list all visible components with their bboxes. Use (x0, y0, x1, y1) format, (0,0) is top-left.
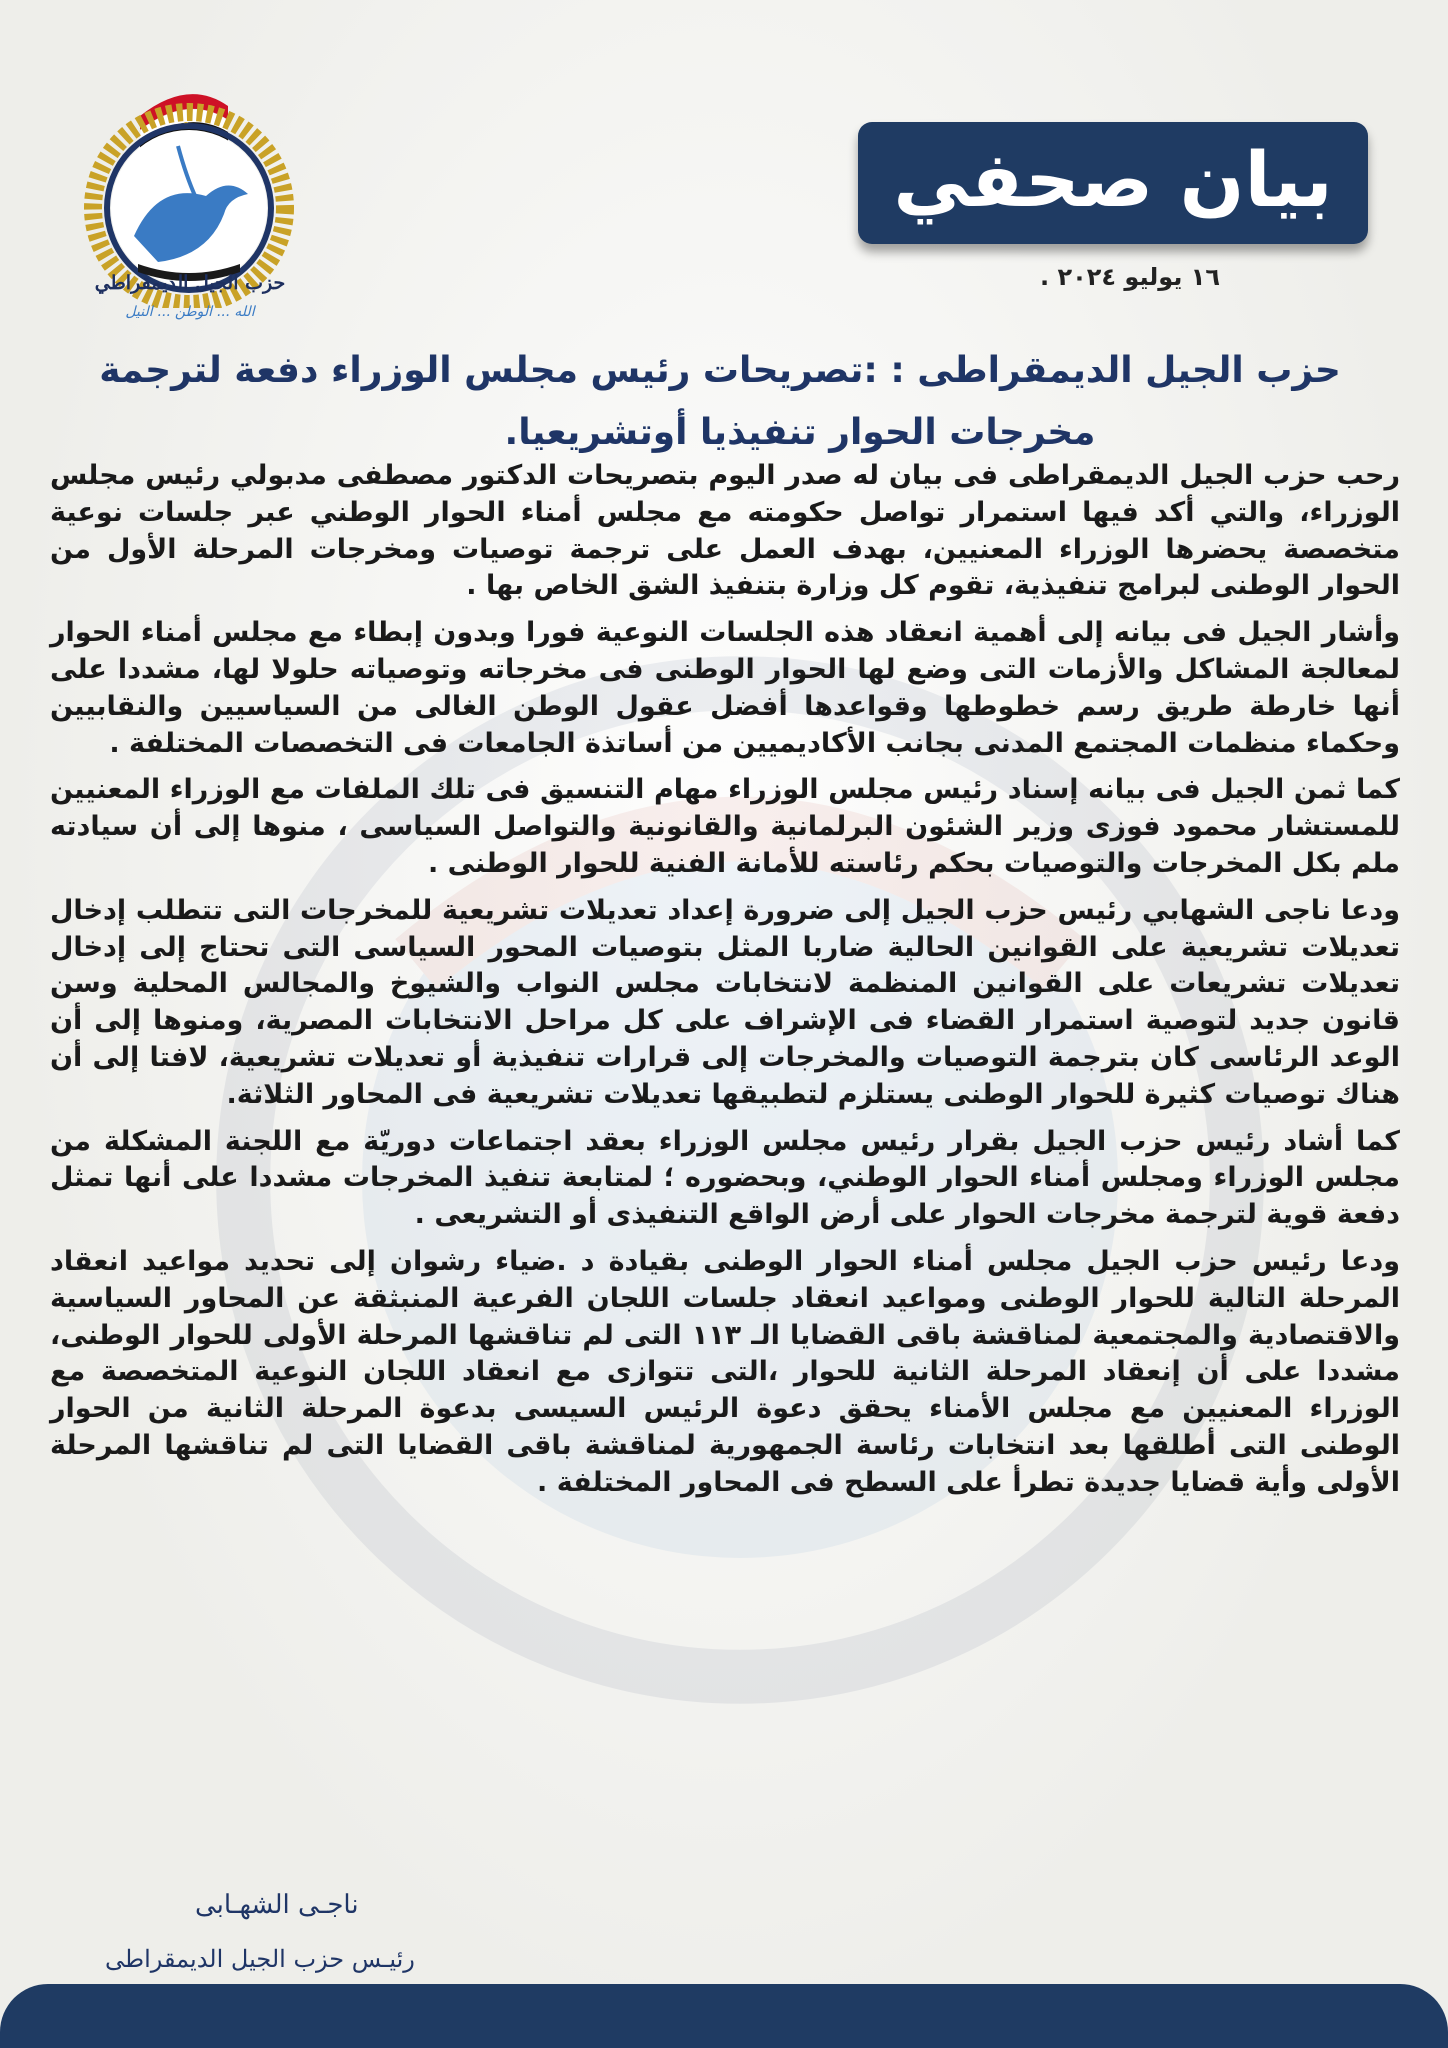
paragraph-5: كما أشاد رئيس حزب الجيل بقرار رئيس مجلس الوزراء بعقد اجتماعات دوريّة مع اللجنة المشكلة من مجلس الوزراء ومجلس أمناء الحوار الوطني، وبحضوره ؛ لمتابعة تنفيذ المخرجات مشددا على أنها تمثل دفعة قوية لترجمة مخرجات الحوار على أرض الواقع التنفيذى أو التشريعى . (50, 1125, 1400, 1231)
signature-name: ناجـى الشهـابى (195, 1890, 359, 1920)
banner-title: بيان صحفي (893, 135, 1333, 224)
party-logo (60, 50, 320, 335)
paragraph-4: ودعا ناجى الشهابي رئيس حزب الجيل إلى ضرورة إعداد تعديلات تشريعية للمخرجات التى تتطلب إدخال تعديلات تشريعية على القوانين الحالية ضاربا المثل بتوصيات المحور السياسى التى تحتاج إلى إدخال تعديلات تشريعات على القوانين المنظمة لانتخابات مجلس النواب والشيوخ والمجالس المحلية وسن قانون جديد لتوصية استمرار القضاء فى الإشراف على كل مراحل الانتخابات المصرية، ومنوها إلى أن الوعد الرئاسى كان بترجمة التوصيات والمخرجات إلى قرارات تنفيذية أو تعديلات تشريعية، لافتا إلى أن هناك توصيات كثيرة للحوار الوطنى يستلزم لتطبيقها تعديلات تشريعية فى المحاور الثلاثة. (50, 894, 1400, 1110)
press-release-banner (858, 122, 1368, 244)
signature-title: رئيـس حزب الجيل الديمقراطى (105, 1945, 415, 1973)
release-date: ١٦ يوليو ٢٠٢٤ . (1040, 263, 1220, 291)
article-body (50, 458, 1400, 1512)
paragraph-1: رحب حزب الجيل الديمقراطى فى بيان له صدر اليوم بتصريحات الدكتور مصطفى مدبولي رئيس مجلس الوزراء، والتي أكد فيها استمرار تواصل حكومته مع مجلس أمناء الحوار الوطني عبر جلسات نوعية متخصصة يحضرها الوزراء المعنيين، بهدف العمل على ترجمة توصيات ومخرجات المرحلة الأول من الحوار الوطنى لبرامج تنفيذية، تقوم كل وزارة بتنفيذ الشق الخاص بها . (50, 460, 1400, 602)
logo-party-name: حزب الجيل الديمقراطي (94, 272, 286, 294)
headline (40, 340, 1400, 464)
headline-line-2: مخرجات الحوار تنفيذيا أوتشريعيا. (504, 412, 1096, 453)
paragraph-3: كما ثمن الجيل فى بيانه إسناد رئيس مجلس الوزراء مهام التنسيق فى تلك الملفات مع الوزراء المعنيين للمستشار محمود فوزى وزير الشئون البرلمانية والقانونية والتواصل السياسى ، منوها إلى أن سيادته ملم بكل المخرجات والتوصيات بحكم رئاسته للأمانة الفنية للحوار الوطنى . (50, 774, 1400, 879)
headline-line-1: حزب الجيل الديمقراطى : :تصريحات رئيس مجلس الوزراء دفعة لترجمة (99, 350, 1341, 391)
paragraph-2: وأشار الجيل فى بيانه إلى أهمية انعقاد هذه الجلسات النوعية فورا وبدون إبطاء مع مجلس أمناء الحوار لمعالجة المشاكل والأزمات التى وضع لها الحوار الوطنى فى مخرجاته وتوصياته حلولا لها، مشددا على أنها خارطة طريق رسم خطوطها وقواعدها أفضل عقول الوطن الغالى من السياسيين والنقابيين وحكماء منظمات المجتمع المدنى بجانب الأكاديميين من أساتذة الجامعات فى التخصصات المختلفة . (50, 617, 1400, 759)
footer-band (0, 1984, 1448, 2048)
logo-slogan: الله ... الوطن ... النيل (125, 304, 255, 320)
paragraph-6: ودعا رئيس حزب الجيل مجلس أمناء الحوار الوطنى بقيادة د .ضياء رشوان إلى تحديد مواعيد انعقاد المرحلة التالية للحوار الوطنى ومواعيد انعقاد جلسات اللجان الفرعية المنبثقة عن المحاور السياسية والاقتصادية والمجتمعية لمناقشة باقى القضايا الـ ١١٣ التى لم تناقشها المرحلة الأولى للحوار الوطنى، مشددا على أن إنعقاد المرحلة الثانية للحوار ،التى تتوازى مع انعقاد اللجان النوعية المتخصصة مع الوزراء المعنيين مع مجلس الأمناء يحقق دعوة الرئيس السيسى بدعوة المرحلة الثانية من الحوار الوطنى التى أطلقها بعد انتخابات رئاسة الجمهورية لمناقشة باقى القضايا التى لم تناقشها المرحلة الأولى وأية قضايا جديدة تطرأ على السطح فى المحاور المختلفة . (50, 1245, 1400, 1498)
